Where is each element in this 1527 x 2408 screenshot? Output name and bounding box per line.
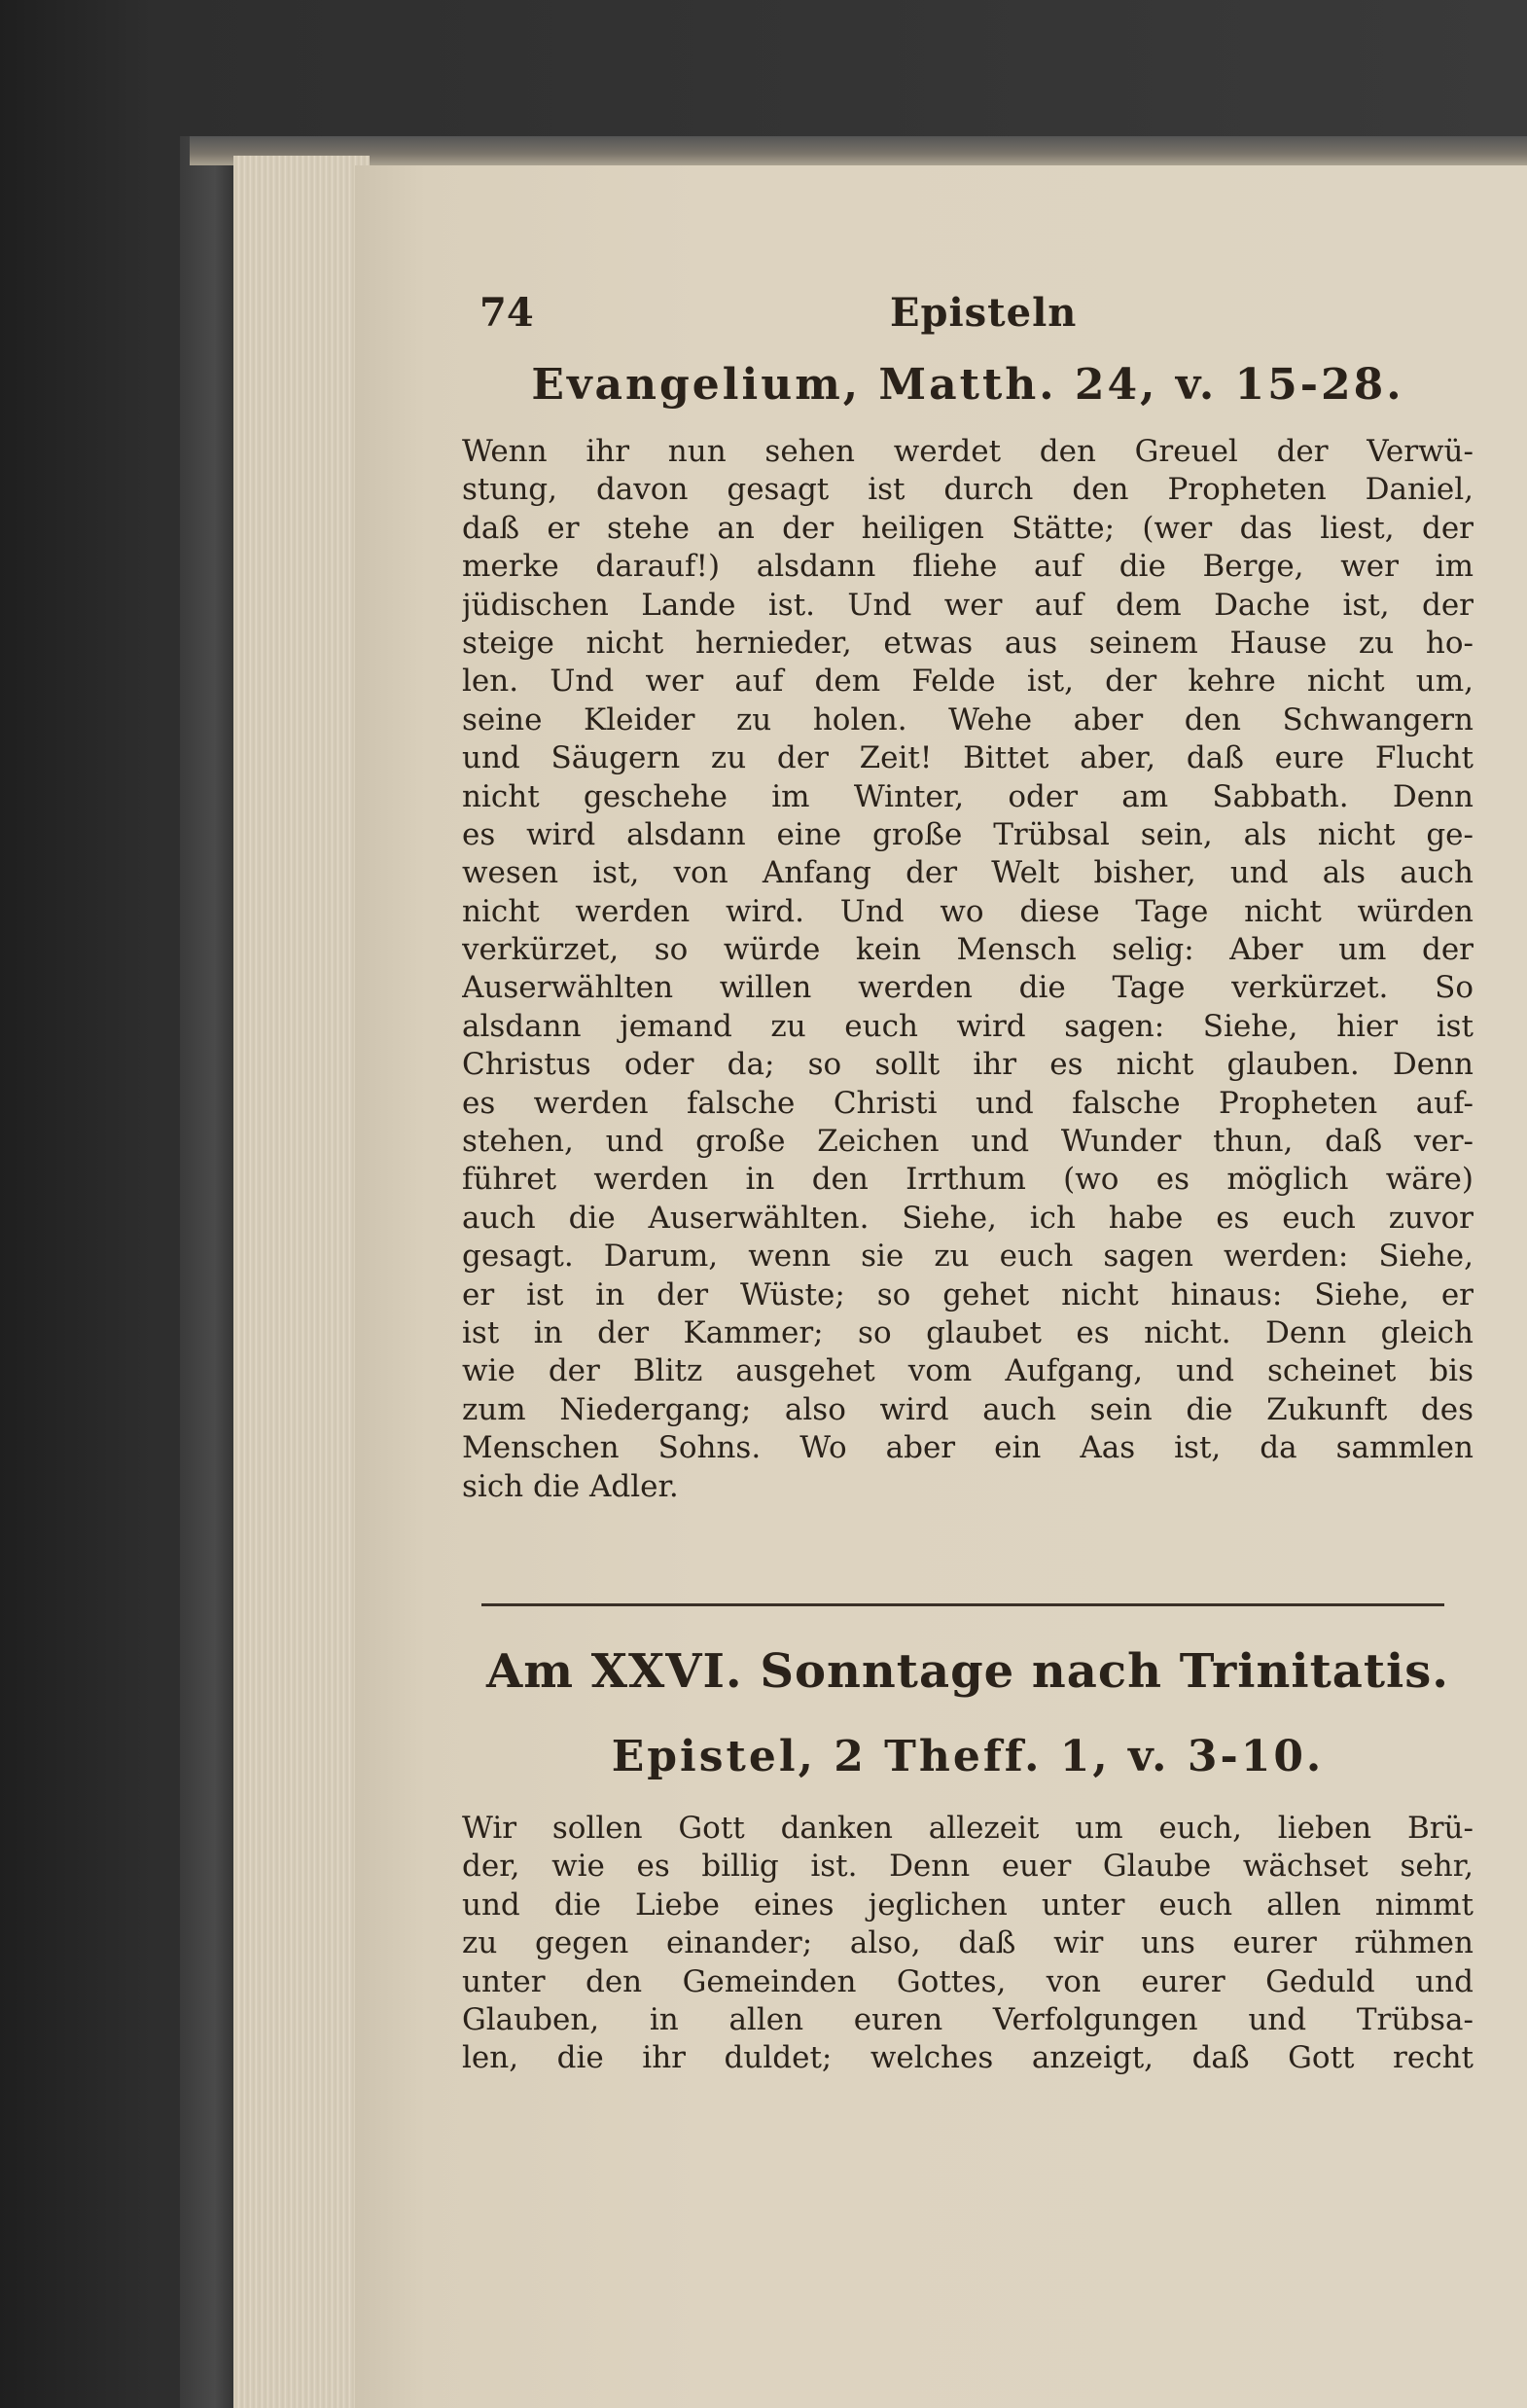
gospel-line: seine Kleider zu holen. Wehe aber den Schwangern <box>462 701 1474 737</box>
gospel-line: gesagt. Darum, wenn sie zu euch sagen werden: Siehe, <box>462 1239 1474 1275</box>
book-cover-edge <box>180 136 238 2408</box>
gospel-text <box>462 433 1474 1506</box>
gospel-line: nicht geschehe im Winter, oder am Sabbath. Denn <box>462 778 1474 814</box>
epistle-heading: Epistel, 2 Theff. 1, v. 3-10. <box>611 1732 1325 1781</box>
gospel-line: stehen, und große Zeichen und Wunder thun, daß ver- <box>462 1124 1474 1160</box>
epistle-line: Wir sollen Gott danken allezeit um euch, lieben Brü- <box>462 1811 1474 1846</box>
page-content <box>462 263 1474 2364</box>
gospel-line: wie der Blitz ausgehet vom Aufgang, und scheinet bis <box>462 1353 1474 1389</box>
gospel-line: merke darauf!) alsdann fliehe auf die Berge, wer im <box>462 549 1474 585</box>
gospel-line: auch die Auserwählten. Siehe, ich habe es euch zuvor <box>462 1200 1474 1236</box>
gospel-line: verkürzet, so würde kein Mensch selig: Aber um der <box>462 932 1474 968</box>
epistle-line: zu gegen einander; also, daß wir uns eurer rühmen <box>462 1925 1474 1961</box>
gospel-line: es werden falsche Christi und falsche Propheten auf- <box>462 1085 1474 1121</box>
section-title: Am XXVI. Sonntage nach Trinitatis. <box>485 1644 1450 1699</box>
epistle-text <box>462 1810 1474 2078</box>
book-top-edge <box>190 136 1527 165</box>
gospel-line: nicht werden wird. Und wo diese Tage nicht würden <box>462 893 1474 929</box>
page-number: 74 <box>479 290 534 336</box>
gospel-line: ist in der Kammer; so glaubet es nicht. Denn gleich <box>462 1314 1474 1350</box>
epistle-line: len, die ihr duldet; welches anzeigt, daß Gott recht <box>462 2040 1474 2076</box>
gospel-line: Christus oder da; so sollt ihr es nicht glauben. Denn <box>462 1047 1474 1083</box>
gospel-line: steige nicht hernieder, etwas aus seinem Hause zu ho- <box>462 625 1474 661</box>
gospel-line: alsdann jemand zu euch wird sagen: Siehe, hier ist <box>462 1008 1474 1044</box>
gospel-line: Wenn ihr nun sehen werdet den Greuel der Verwü- <box>462 434 1474 469</box>
gospel-line: Auserwählten willen werden die Tage verkürzet. So <box>462 970 1474 1006</box>
epistle-line: der, wie es billig ist. Denn euer Glaube wächset sehr, <box>462 1849 1474 1885</box>
gospel-line: jüdischen Lande ist. Und wer auf dem Dache ist, der <box>462 587 1474 623</box>
gospel-heading: Evangelium, Matth. 24, v. 15-28. <box>531 360 1404 410</box>
gospel-line: es wird alsdann eine große Trübsal sein, als nicht ge- <box>462 816 1474 852</box>
epistle-line: unter den Gemeinden Gottes, von eurer Geduld und <box>462 1963 1474 1999</box>
gospel-line: führet werden in den Irrthum (wo es möglich wäre) <box>462 1162 1474 1198</box>
running-head <box>462 290 1474 348</box>
gospel-line: und Säugern zu der Zeit! Bittet aber, daß eure Flucht <box>462 740 1474 776</box>
section-divider <box>481 1603 1444 1606</box>
gospel-line: daß er stehe an der heiligen Stätte; (wer das liest, der <box>462 510 1474 546</box>
epistle-line: Glauben, in allen euren Verfolgungen und Trübsa- <box>462 2001 1474 2037</box>
gospel-line: Menschen Sohns. Wo aber ein Aas ist, da sammlen <box>462 1430 1474 1466</box>
gospel-line: sich die Adler. <box>462 1468 679 1504</box>
gospel-line: er ist in der Wüste; so gehet nicht hinaus: Siehe, er <box>462 1276 1474 1312</box>
epistle-line: und die Liebe eines jeglichen unter euch allen nimmt <box>462 1887 1474 1923</box>
gospel-line: wesen ist, von Anfang der Welt bisher, und als auch <box>462 855 1474 891</box>
gospel-line: zum Niedergang; also wird auch sein die Zukunft des <box>462 1391 1474 1427</box>
gospel-line: stung, davon gesagt ist durch den Propheten Daniel, <box>462 472 1474 508</box>
page-edges <box>233 156 370 2408</box>
running-title: Episteln <box>890 290 1078 336</box>
gospel-line: len. Und wer auf dem Felde ist, der kehre nicht um, <box>462 664 1474 700</box>
